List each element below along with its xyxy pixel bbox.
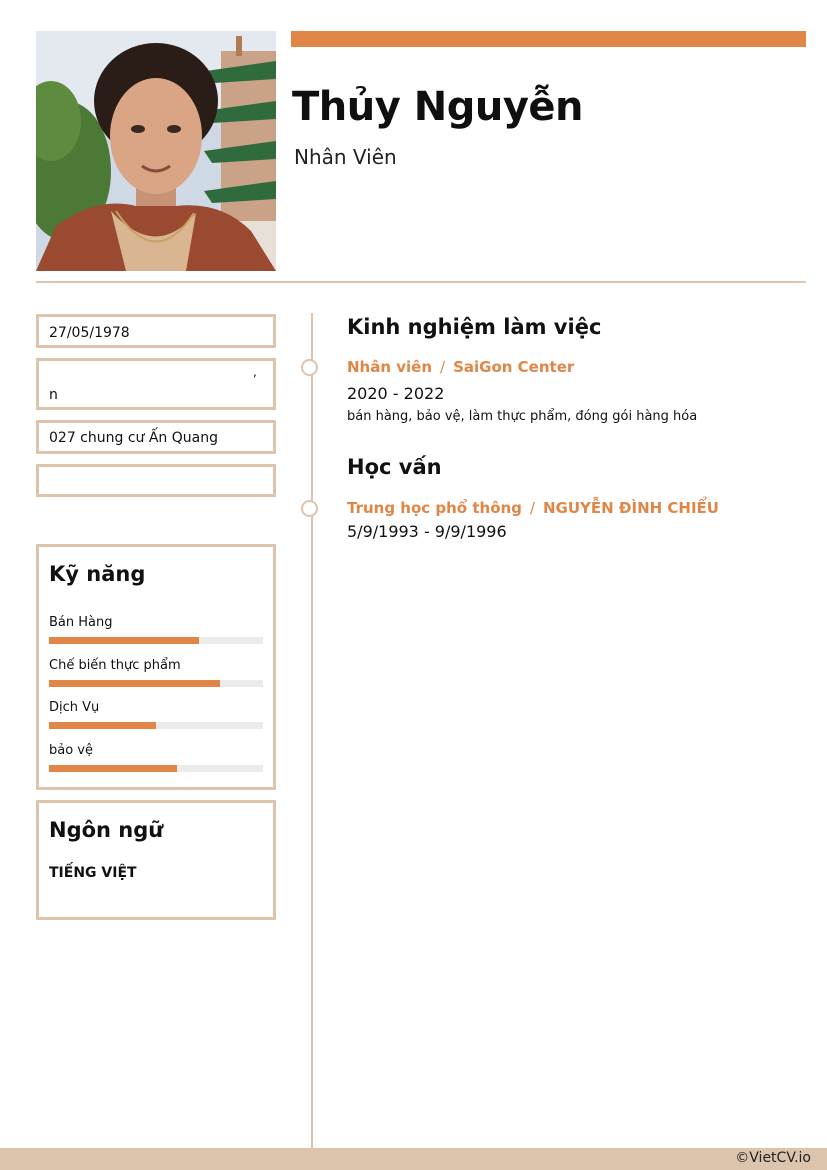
experience-company: SaiGon Center: [453, 358, 575, 376]
skill-label: Dịch Vụ: [49, 700, 100, 715]
experience-description: bán hàng, bảo vệ, làm thực phẩm, đóng gói hàng hóa: [347, 409, 698, 424]
address-field: [36, 420, 276, 454]
skills-heading: Kỹ năng: [49, 562, 146, 586]
education-school: NGUYỄN ĐÌNH CHIỂU: [542, 499, 719, 517]
email-field: [36, 464, 276, 497]
birthdate-field: [36, 314, 276, 348]
skill-bar-track: [49, 637, 263, 644]
education-degree: Trung học phổ thông: [347, 499, 522, 517]
languages-panel: [36, 800, 276, 920]
footer-credit: ©VietCV.io: [735, 1150, 811, 1166]
language-item: TIẾNG VIỆT: [49, 865, 137, 881]
experience-position-company: [347, 358, 574, 376]
full-name: Thủy Nguyễn: [292, 84, 584, 130]
education-separator: /: [529, 499, 535, 517]
phone-text-line1: ,: [253, 365, 257, 379]
education-degree-school: [347, 499, 719, 517]
skill-item: [49, 658, 263, 673]
experience-separator: /: [440, 358, 446, 376]
education-dates: 5/9/1993 - 9/9/1996: [347, 522, 507, 541]
skill-bar-fill: [49, 765, 177, 772]
address-text: 027 chung cư Ấn Quang: [49, 430, 218, 446]
phone-text-line2: n: [49, 387, 58, 403]
timeline-dot: [301, 359, 318, 376]
timeline-line: [311, 313, 313, 1148]
header-accent-bar: [291, 31, 806, 47]
birthdate-text: 27/05/1978: [49, 325, 130, 341]
skill-item: [49, 700, 263, 715]
experience-dates: 2020 - 2022: [347, 384, 445, 403]
experience-heading: Kinh nghiệm làm việc: [347, 315, 602, 339]
footer-bar: [0, 1148, 827, 1170]
phone-field: [36, 358, 276, 410]
timeline-dot: [301, 500, 318, 517]
skill-item: [49, 615, 263, 630]
job-title: Nhân Viên: [294, 145, 397, 169]
skill-bar-track: [49, 722, 263, 729]
skill-bar-track: [49, 765, 263, 772]
languages-heading: Ngôn ngữ: [49, 818, 164, 842]
skill-bar-fill: [49, 680, 220, 687]
skill-item: [49, 743, 263, 758]
skill-bar-fill: [49, 722, 156, 729]
skill-label: bảo vệ: [49, 743, 93, 758]
education-heading: Học vấn: [347, 455, 442, 479]
experience-position: Nhân viên: [347, 358, 433, 376]
skill-label: Bán Hàng: [49, 615, 113, 630]
skills-panel: [36, 544, 276, 790]
profile-photo: [36, 31, 276, 271]
skill-label: Chế biến thực phẩm: [49, 658, 181, 673]
skill-bar-track: [49, 680, 263, 687]
skill-bar-fill: [49, 637, 199, 644]
header-divider: [36, 281, 806, 283]
